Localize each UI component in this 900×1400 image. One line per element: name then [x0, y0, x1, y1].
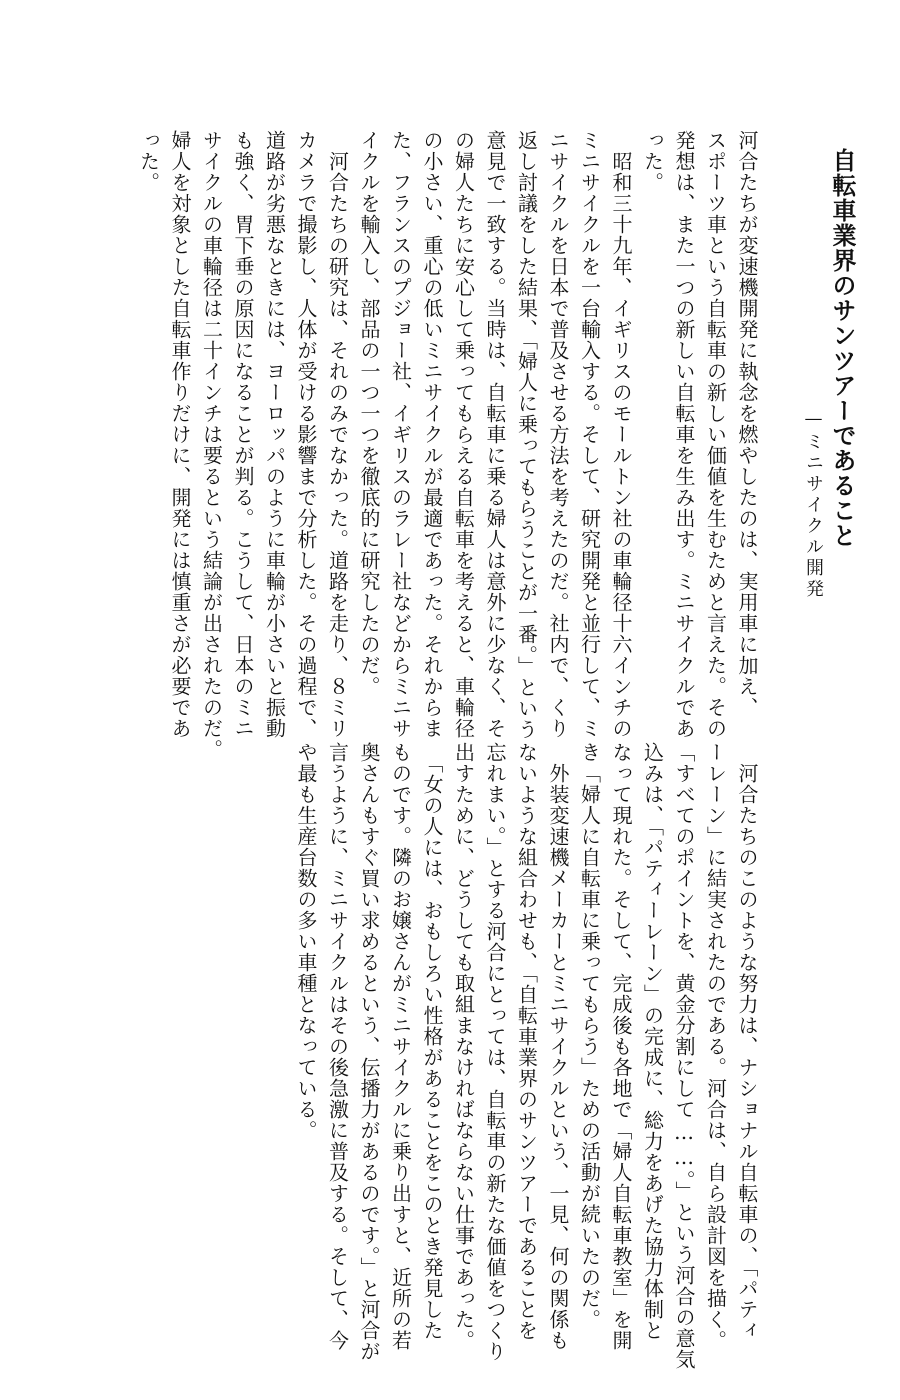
body-text-lower: 河合たちのこのような努力は、ナショナル自転車の、「パティ ーレーン」に結実されたのである。河合は、自ら設計図を描く。 「すべてのポイントを、黄金分割にして……。」という河合の意気 込みは、「パティーレーン」の完成に、総力をあげた協力体制と なって現れた。そして、完成後も各地で「婦人自転車教室」を開 き「婦人に自転車に乗ってもらう」ための活動が続いたのだ。 外装変速機メーカーとミニサイクルという、一見、何の関係も ないような組合わせも、「自転車業界のサンツアーであることを 忘れまい。」とする河合にとっては、自転車の新たな価値をつくり 出すために、どうしても取組まなければならない仕事であった。 「女の人には、おもしろい性格があることをこのとき発見した ものです。隣のお嬢さんがミニサイクルに乗り出すと、近所の若 奥さんもすぐ買い求めるという、伝播力があるのです。」と河合が 言うように、ミニサイクルはその後急激に普及する。そして、今 や最も生産台数の多い車種となっている。 — [294, 742, 759, 1370]
body-text-upper: 河合たちが変速機開発に執念を燃やしたのは、実用車に加え、 スポーツ車という自転車の新しい価値を生むためと言えた。その 発想は、また一つの新しい自転車を生み出す。ミニサイクルであ った。 昭和三十九年、イギリスのモールトン社の車輪径十六インチの ミニサイクルを一台輸入する。そして、研究開発と並行して、ミ ニサイクルを日本で普及させる方法を考えたのだ。社内で、くり 返し討議をした結果、「婦人に乗ってもらうことが一番。」という 意見で一致する。当時は、自転車に乗る婦人は意外に少なく、そ の婦人たちに安心して乗ってもらえる自転車を考えると、車輪径 の小さい、重心の低いミニサイクルが最適であった。それからま た、フランスのプジョー社、イギリスのラレー社などからミニサ イクルを輸入し、部品の一つ一つを徹底的に研究したのだ。 河合たちの研究は、それのみでなかった。道路を走り、８ミリ カメラで撮影し、人体が受ける影響まで分析した。その過程で、 道路が劣悪なときには、ヨーロッパのように車輪が小さいと振動 も強く、胃下垂の原因になることが判る。こうして、日本のミニ サイクルの車輪径は二十インチは要るという結論が出されたのだ。 婦人を対象とした自転車作りだけに、開発には慎重さが必要であ った。 — [136, 130, 759, 760]
article-title: 自転車業界のサンツアーであること — [828, 148, 856, 548]
article-subtitle: —ミニサイクル開発 — [803, 408, 824, 600]
